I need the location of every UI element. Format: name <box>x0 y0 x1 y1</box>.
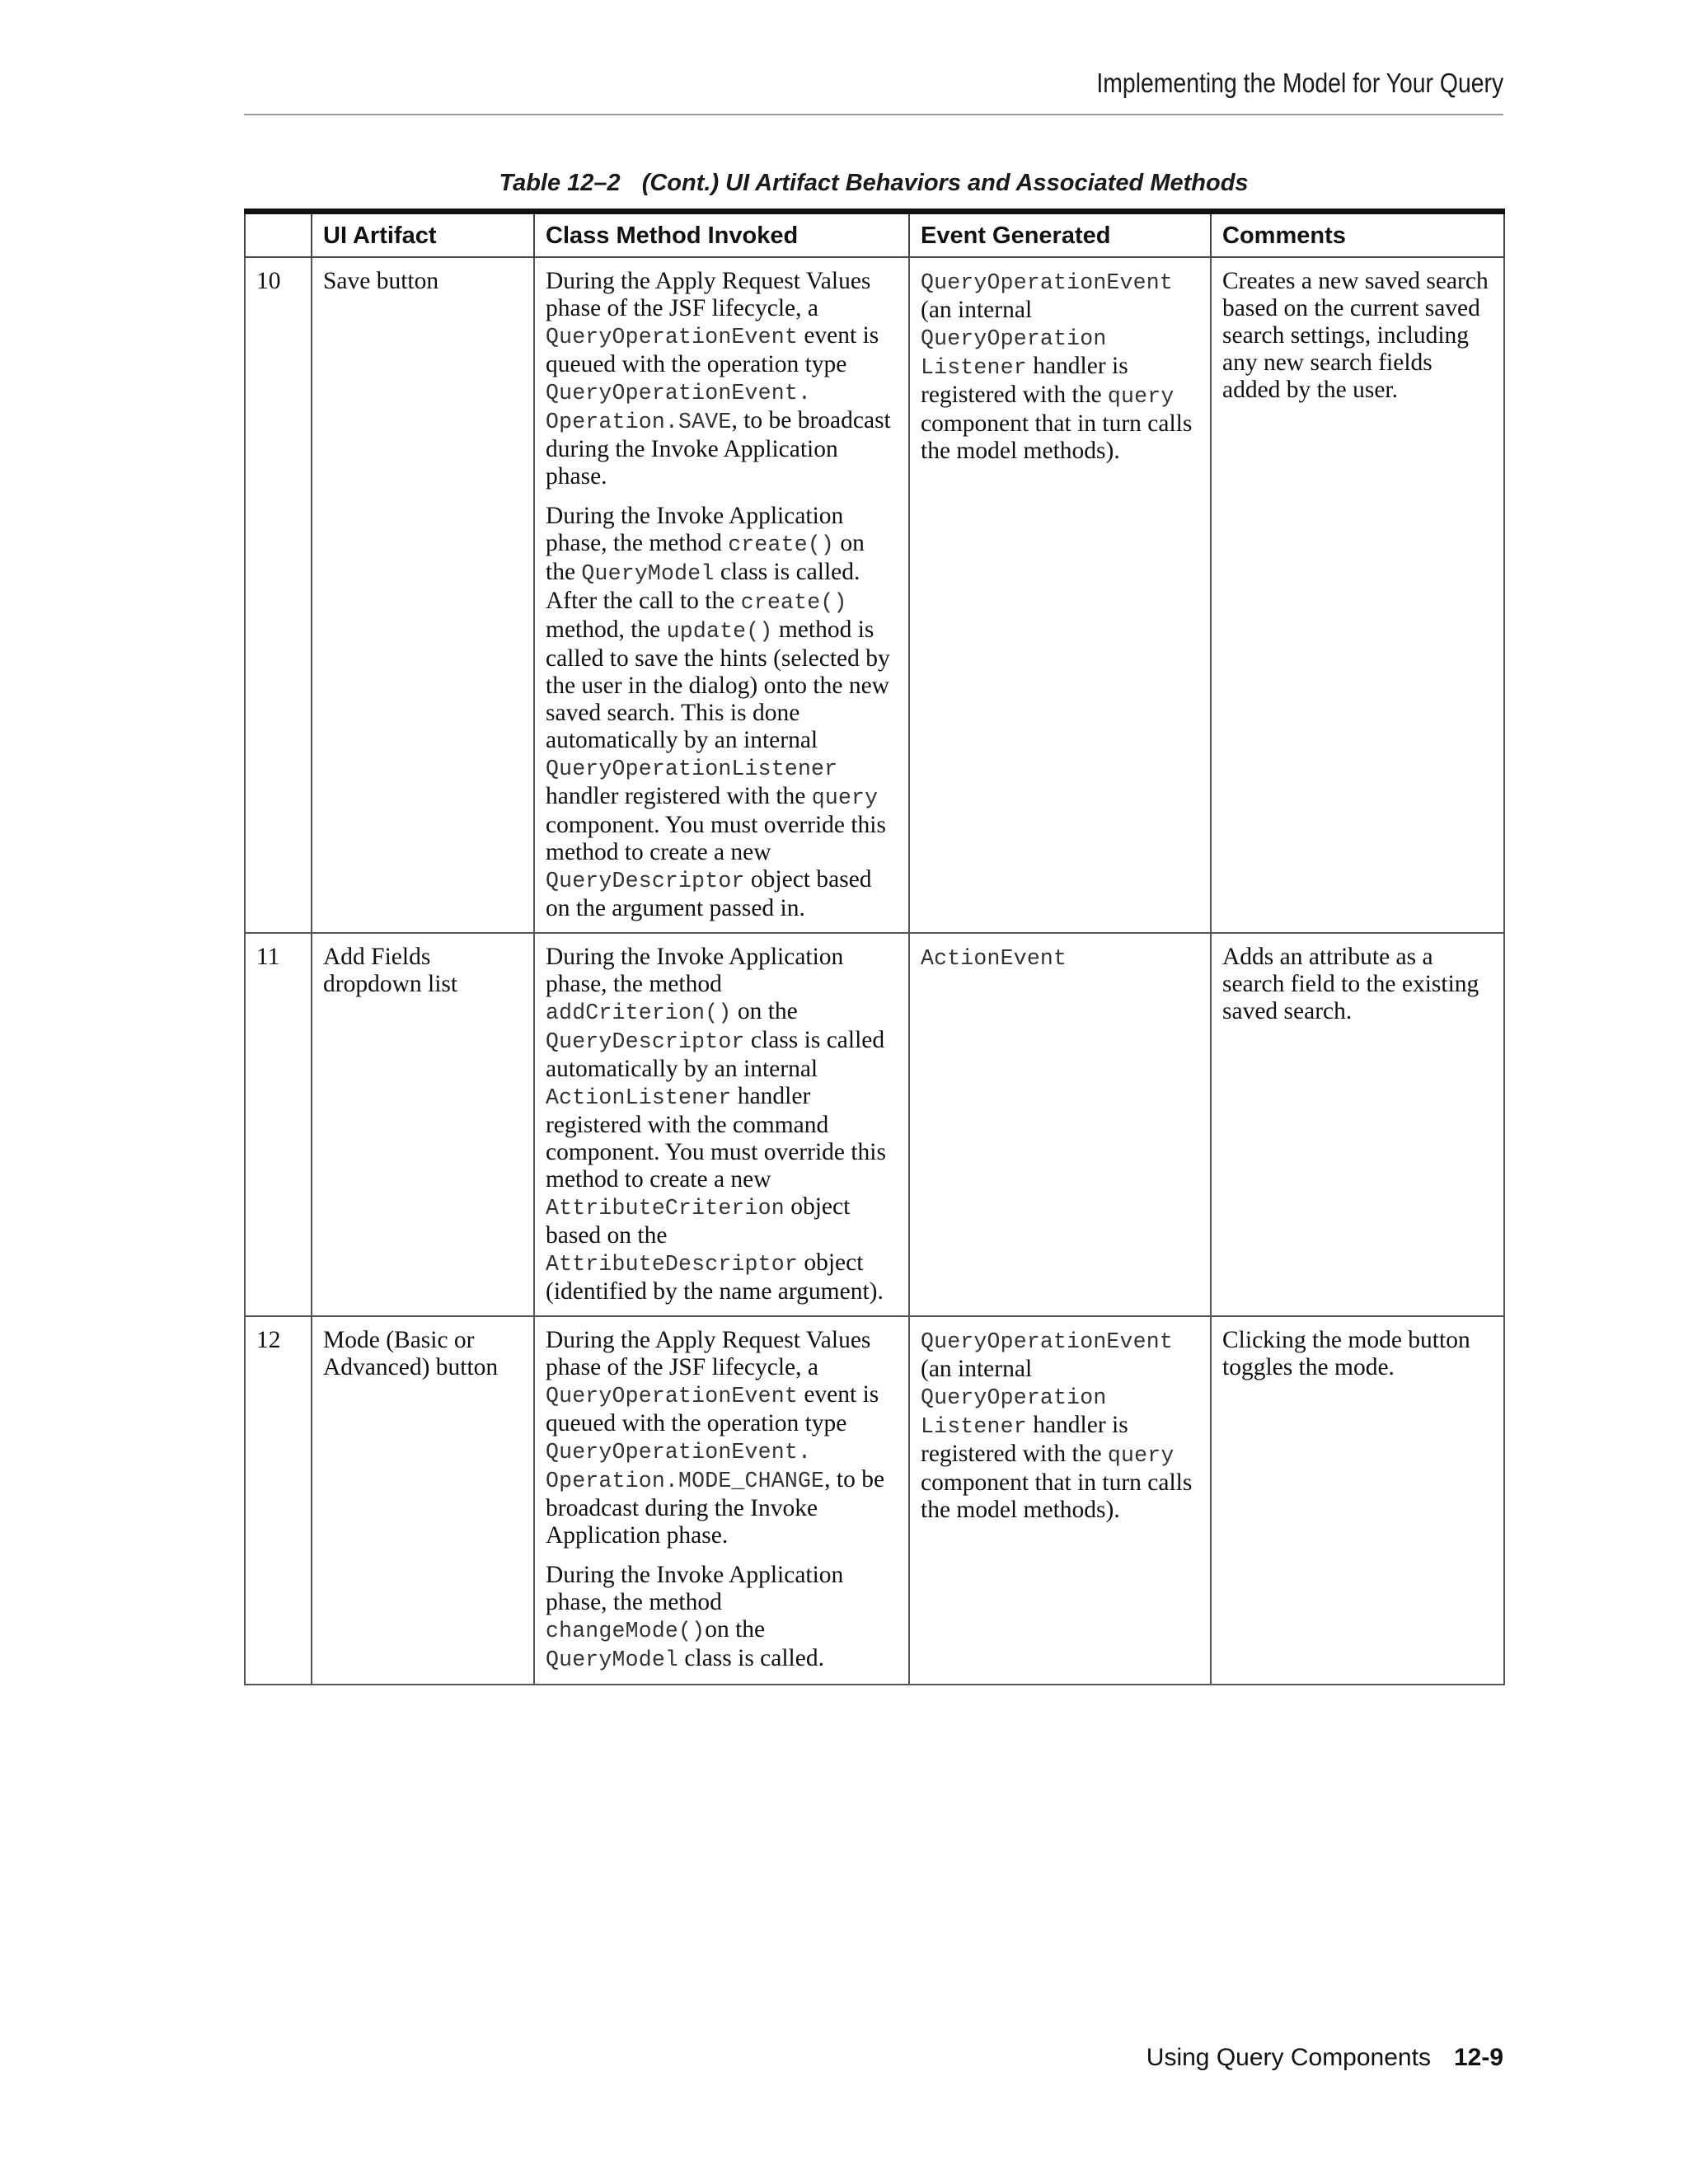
col-header-number <box>245 212 312 258</box>
code-text: update() <box>666 619 773 644</box>
code-text: create() <box>740 590 847 615</box>
code-text: query <box>811 785 879 810</box>
cell-paragraph: During the Invoke Application phase, the method changeMode()on the QueryModel class is called. <box>546 1562 844 1672</box>
footer-page-number: 12-9 <box>1453 2044 1503 2071</box>
col-header-comments: Comments <box>1211 212 1504 258</box>
code-text: QueryOperationEvent. Operation.SAVE <box>546 381 812 434</box>
cell-paragraph: QueryOperationEvent (an internal QueryOperation Listener handler is registered with the query component that in turn calls the model methods). <box>921 1329 1193 1523</box>
code-text: QueryOperationEvent <box>921 1329 1173 1354</box>
running-header: Implementing the Model for Your Query <box>1096 68 1503 98</box>
table-caption-title: (Cont.) UI Artifact Behaviors and Associated Methods <box>641 170 1249 196</box>
class-method-cell <box>534 1316 909 1685</box>
cell-paragraph: During the Apply Request Values phase of the JSF lifecycle, a QueryOperationEvent event is queued with the operation type QueryOperationEvent. Operation.SAVE, to be broadcast during the Invoke Application phase. <box>546 268 891 490</box>
col-header-class-method: Class Method Invoked <box>534 212 909 258</box>
code-text: QueryModel <box>546 1647 679 1672</box>
cell-paragraph: During the Invoke Application phase, the method create() on the QueryModel class is called. After the call to the create() method, the update() method is called to save the hints (selected by the user in the dialog) onto the new saved search. This is done automatically by an internal QueryOperationListener handler registered with the query component. You must override this method to create a new QueryDescriptor object based on the argument passed in. <box>546 503 890 921</box>
cell-paragraph: During the Invoke Application phase, the method addCriterion() on the QueryDescriptor class is called automatically by an internal ActionListener handler registered with the command component. You must override this method to create a new AttributeCriterion object based on the AttributeDescriptor object (identified by the name argument). <box>546 944 886 1305</box>
comments-cell: Clicking the mode button toggles the mode. <box>1211 1316 1504 1685</box>
code-text: addCriterion() <box>546 1001 732 1025</box>
cell-paragraph: QueryOperationEvent (an internal QueryOperation Listener handler is registered with the query component that in turn calls the model methods). <box>921 270 1193 464</box>
event-cell <box>909 933 1211 1316</box>
code-text: create() <box>728 532 835 557</box>
table-caption-number: Table 12–2 <box>499 170 621 196</box>
code-text: QueryOperationListener <box>546 757 838 781</box>
code-text: AttributeDescriptor <box>546 1252 798 1277</box>
row-number: 10 <box>245 257 312 933</box>
ui-artifact-cell: Add Fields dropdown list <box>312 933 534 1316</box>
code-text: QueryOperationEvent <box>546 325 798 349</box>
event-cell <box>909 257 1211 933</box>
row-number: 12 <box>245 1316 312 1685</box>
ui-artifact-cell: Save button <box>312 257 534 933</box>
code-text: ActionEvent <box>921 946 1067 971</box>
ui-artifact-table <box>244 209 1505 1685</box>
class-method-cell <box>534 933 909 1316</box>
code-text: query <box>1107 384 1175 409</box>
table-row <box>245 1316 1504 1685</box>
code-text: ActionListener <box>546 1085 732 1110</box>
code-text: QueryOperationEvent. Operation.MODE_CHANGE <box>546 1440 825 1493</box>
header-rule <box>244 114 1503 115</box>
code-text: QueryDescriptor <box>546 869 745 893</box>
code-text: QueryOperationEvent <box>546 1384 798 1408</box>
footer-chapter-title: Using Query Components <box>1146 2044 1431 2071</box>
class-method-cell <box>534 257 909 933</box>
table-row <box>245 933 1504 1316</box>
code-text: QueryOperation Listener <box>921 326 1107 380</box>
code-text: QueryOperation Listener <box>921 1385 1107 1439</box>
code-text: query <box>1107 1443 1175 1468</box>
code-text: AttributeCriterion <box>546 1196 785 1221</box>
code-text: changeMode() <box>546 1619 706 1643</box>
table-caption <box>244 170 1503 197</box>
code-text: QueryOperationEvent <box>921 270 1173 295</box>
page-footer <box>1146 2044 1503 2072</box>
code-text: QueryModel <box>581 561 715 586</box>
comments-cell: Adds an attribute as a search field to the existing saved search. <box>1211 933 1504 1316</box>
cell-paragraph <box>921 944 1199 972</box>
code-text: QueryDescriptor <box>546 1029 745 1054</box>
col-header-ui-artifact: UI Artifact <box>312 212 534 258</box>
comments-cell: Creates a new saved search based on the current saved search settings, including any new search fields added by the user. <box>1211 257 1504 933</box>
cell-paragraph: During the Apply Request Values phase of the JSF lifecycle, a QueryOperationEvent event is queued with the operation type QueryOperationEvent. Operation.MODE_CHANGE, to be broadcast during the Invoke Application phase. <box>546 1327 885 1549</box>
col-header-event: Event Generated <box>909 212 1211 258</box>
table-row <box>245 257 1504 933</box>
table-header-row <box>245 212 1504 258</box>
event-cell <box>909 1316 1211 1685</box>
row-number: 11 <box>245 933 312 1316</box>
ui-artifact-cell: Mode (Basic or Advanced) button <box>312 1316 534 1685</box>
